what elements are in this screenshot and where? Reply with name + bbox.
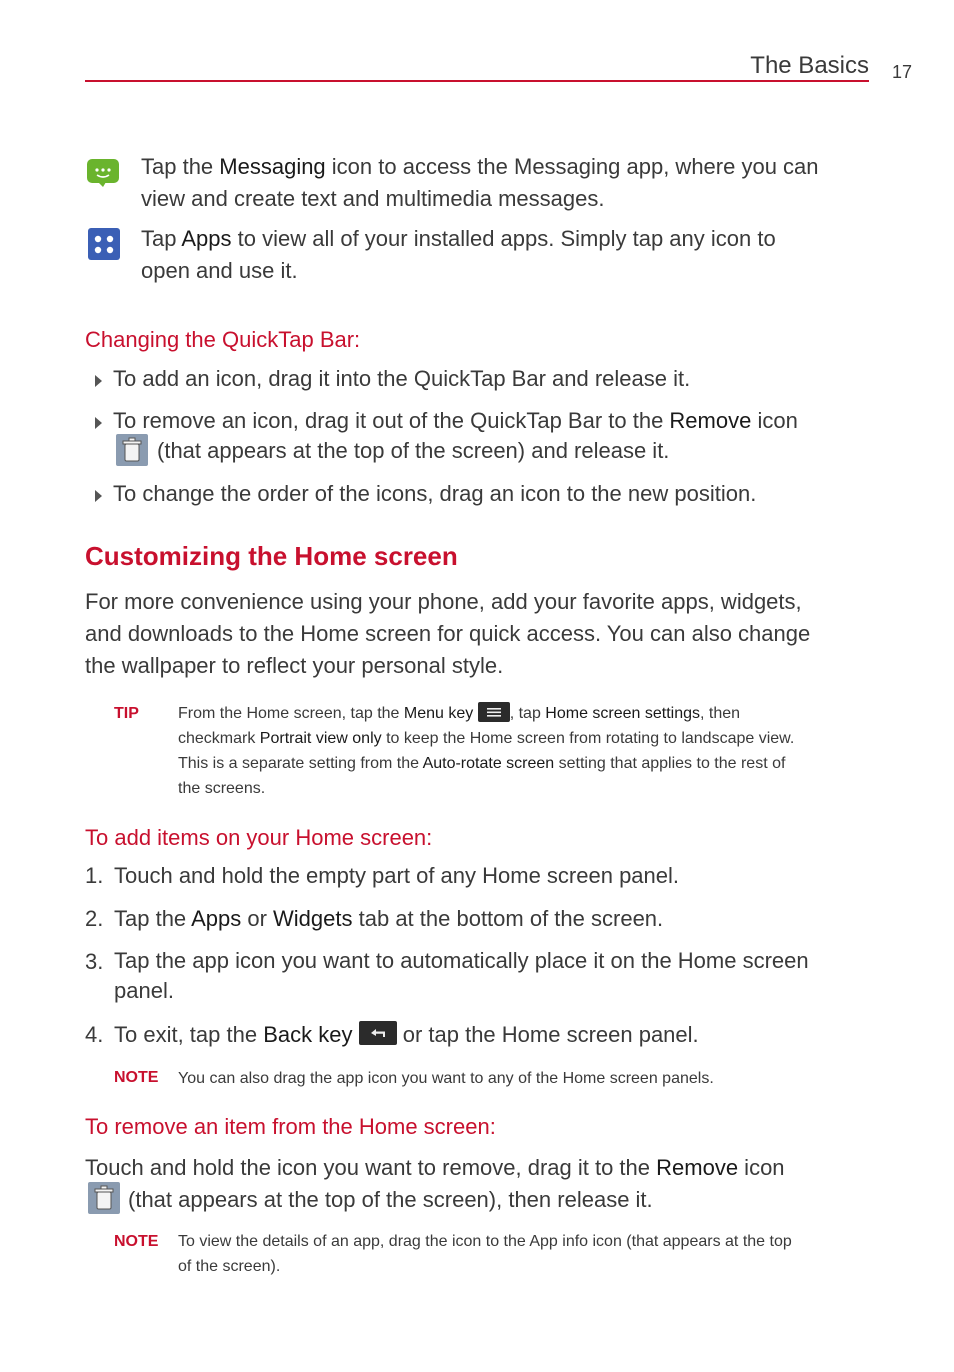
header-divider: [85, 80, 869, 82]
add-step-4: To exit, tap the Back key or tap the Home screen panel.: [114, 1022, 699, 1047]
apps-term: Apps: [181, 226, 232, 251]
add-step-2: Tap the Apps or Widgets tab at the bottom of the screen.: [114, 906, 664, 931]
step-number: 3.: [85, 949, 104, 974]
apps-icon: [88, 228, 120, 260]
quicktap-bullet-order: To change the order of the icons, drag an icon to the new position.: [113, 481, 757, 506]
customizing-title: Customizing the Home screen: [85, 541, 458, 571]
quicktap-bullet-remove: To remove an icon, drag it out of the QuickTap Bar to the Remove icon: [113, 408, 798, 433]
add-items-note: You can also drag the app icon you want to any of the Home screen panels.: [178, 1070, 714, 1087]
add-step-1: Touch and hold the empty part of any Home screen panel.: [114, 863, 680, 888]
tip-text: From the Home screen, tap the Menu key , tap Home screen settings, then checkmark Portrait view only to keep the Home screen from rotating to landscape view. This is a separate setting from the Auto-rotate screen setting that applies to the rest of the screens.: [178, 701, 878, 801]
bullet-arrow-icon: [95, 374, 102, 392]
customizing-paragraph: For more convenience using your phone, add your favorite apps, widgets, and downloads to the Home screen for quick access. You can also change the wallpaper to reflect your personal style.: [85, 589, 811, 678]
trash-icon: [88, 1182, 120, 1214]
bullet-arrow-icon: [95, 489, 102, 507]
apps-description: Tap Apps to view all of your installed apps. Simply tap any icon to open and use it.: [141, 226, 776, 283]
menu-key-icon: [478, 702, 510, 722]
messaging-icon: [86, 158, 120, 188]
remove-item-line1: Touch and hold the icon you want to remove, drag it to the Remove icon: [85, 1155, 785, 1180]
messaging-description: Tap the Messaging icon to access the Messaging app, where you can view and create text and multimedia messages.: [141, 154, 819, 211]
trash-icon: [116, 434, 148, 466]
remove-term: Remove: [669, 408, 752, 433]
page-number: 17: [892, 62, 913, 82]
add-step-3: Tap the app icon you want to automatically place it on the Home screen panel.: [114, 948, 809, 1003]
bullet-arrow-icon: [95, 416, 102, 434]
note-label: NOTE: [114, 1069, 159, 1086]
step-number: 4.: [85, 1022, 104, 1047]
quicktap-bullet-remove-line2: (that appears at the top of the screen) and release it.: [157, 438, 670, 463]
remove-item-heading: To remove an item from the Home screen:: [85, 1114, 496, 1139]
note-label: NOTE: [114, 1233, 159, 1250]
step-number: 2.: [85, 906, 104, 931]
step-number: 1.: [85, 863, 104, 888]
back-key-icon: [359, 1021, 397, 1045]
page-header-title: The Basics: [750, 52, 869, 79]
quicktap-heading: Changing the QuickTap Bar:: [85, 327, 361, 352]
quicktap-bullet-add: To add an icon, drag it into the QuickTap Bar and release it.: [113, 366, 691, 391]
remove-item-note: To view the details of an app, drag the icon to the App info icon (that appears at the top of the screen).: [178, 1233, 792, 1275]
remove-item-line2: (that appears at the top of the screen), then release it.: [128, 1187, 653, 1212]
add-items-heading: To add items on your Home screen:: [85, 825, 433, 850]
remove-term: Remove: [656, 1155, 739, 1180]
tip-label: TIP: [114, 705, 139, 722]
messaging-term: Messaging: [219, 154, 326, 179]
